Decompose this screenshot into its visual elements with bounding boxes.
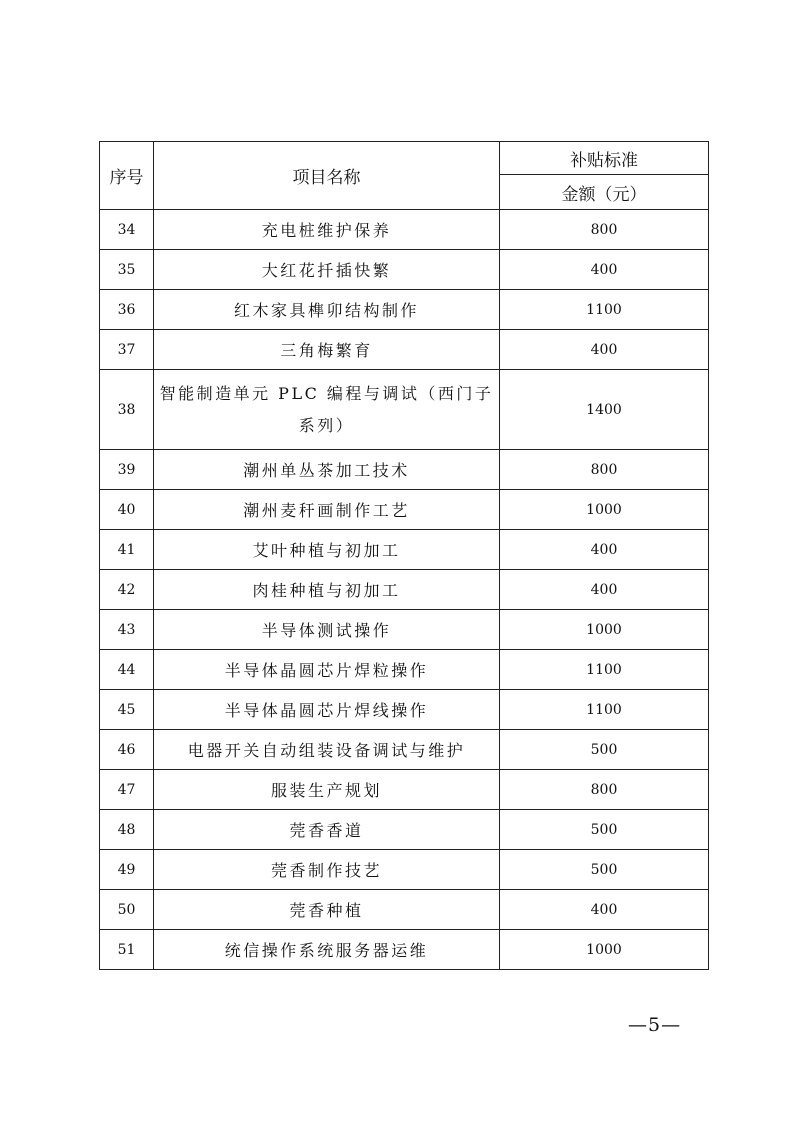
row-amount: 1400	[500, 370, 709, 450]
row-seq: 48	[100, 810, 154, 850]
row-seq: 51	[100, 930, 154, 970]
table-row	[100, 450, 709, 490]
row-amount: 500	[500, 850, 709, 890]
row-seq: 40	[100, 490, 154, 530]
row-project-name: 三角梅繁育	[154, 330, 500, 370]
row-project-name: 红木家具榫卯结构制作	[154, 290, 500, 330]
row-project-name: 半导体晶圆芯片焊粒操作	[154, 650, 500, 690]
row-amount: 400	[500, 250, 709, 290]
row-amount: 1000	[500, 930, 709, 970]
row-seq: 50	[100, 890, 154, 930]
header-amount: 金额（元）	[500, 175, 709, 210]
row-project-name: 充电桩维护保养	[154, 210, 500, 250]
row-amount: 400	[500, 330, 709, 370]
table-row	[100, 730, 709, 770]
row-seq: 35	[100, 250, 154, 290]
row-amount: 1000	[500, 610, 709, 650]
row-amount: 800	[500, 210, 709, 250]
row-amount: 400	[500, 890, 709, 930]
table-body	[100, 210, 709, 970]
row-amount: 1100	[500, 290, 709, 330]
row-seq: 45	[100, 690, 154, 730]
table-row	[100, 570, 709, 610]
row-seq: 34	[100, 210, 154, 250]
row-amount: 1100	[500, 690, 709, 730]
row-project-name: 服装生产规划	[154, 770, 500, 810]
row-amount: 500	[500, 730, 709, 770]
row-amount: 400	[500, 530, 709, 570]
row-seq: 41	[100, 530, 154, 570]
table-row	[100, 690, 709, 730]
row-amount: 1000	[500, 490, 709, 530]
table-row	[100, 770, 709, 810]
row-amount: 400	[500, 570, 709, 610]
table-row	[100, 890, 709, 930]
row-amount: 800	[500, 450, 709, 490]
row-project-name: 潮州单丛茶加工技术	[154, 450, 500, 490]
row-project-name: 大红花扦插快繁	[154, 250, 500, 290]
table-row	[100, 930, 709, 970]
table-row	[100, 810, 709, 850]
header-seq: 序号	[100, 142, 154, 210]
row-seq: 43	[100, 610, 154, 650]
table-row	[100, 850, 709, 890]
row-project-name: 潮州麦秆画制作工艺	[154, 490, 500, 530]
table-row	[100, 650, 709, 690]
row-seq: 38	[100, 370, 154, 450]
page-number: —5—	[628, 1014, 682, 1036]
row-seq: 44	[100, 650, 154, 690]
row-project-name: 统信操作系统服务器运维	[154, 930, 500, 970]
row-project-name: 智能制造单元 PLC 编程与调试（西门子系列）	[154, 370, 500, 450]
row-project-name: 电器开关自动组装设备调试与维护	[154, 730, 500, 770]
row-project-name: 莞香香道	[154, 810, 500, 850]
table-row	[100, 610, 709, 650]
row-seq: 46	[100, 730, 154, 770]
subsidy-table	[99, 141, 709, 970]
row-seq: 47	[100, 770, 154, 810]
header-name: 项目名称	[154, 142, 500, 210]
row-seq: 37	[100, 330, 154, 370]
row-project-name: 莞香种植	[154, 890, 500, 930]
row-amount: 1100	[500, 650, 709, 690]
row-seq: 49	[100, 850, 154, 890]
row-seq: 36	[100, 290, 154, 330]
table-row	[100, 330, 709, 370]
row-project-name: 莞香制作技艺	[154, 850, 500, 890]
table-row	[100, 290, 709, 330]
table-row	[100, 370, 709, 450]
table-row	[100, 490, 709, 530]
row-project-name: 艾叶种植与初加工	[154, 530, 500, 570]
table-row	[100, 530, 709, 570]
header-standard: 补贴标准	[500, 142, 709, 175]
table-header	[100, 142, 709, 210]
row-amount: 500	[500, 810, 709, 850]
row-project-name: 半导体测试操作	[154, 610, 500, 650]
table-row	[100, 210, 709, 250]
row-seq: 39	[100, 450, 154, 490]
row-project-name: 半导体晶圆芯片焊线操作	[154, 690, 500, 730]
row-seq: 42	[100, 570, 154, 610]
row-amount: 800	[500, 770, 709, 810]
table-row	[100, 250, 709, 290]
row-project-name: 肉桂种植与初加工	[154, 570, 500, 610]
